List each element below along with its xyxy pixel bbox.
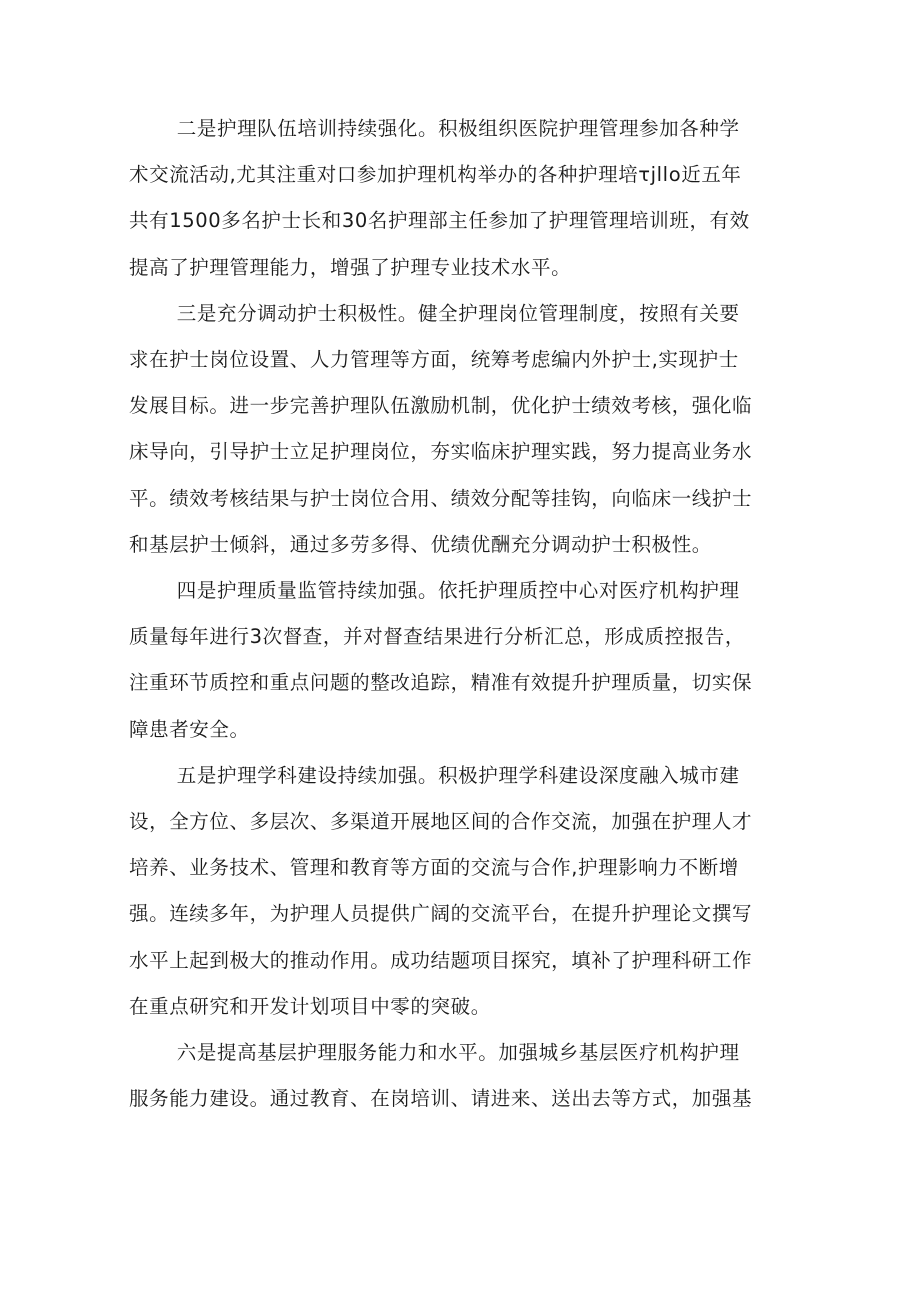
text-line: 六是提高基层护理服务能力和水平。加强城乡基层医疗机构护理 bbox=[176, 1041, 740, 1065]
text-line: 五是护理学科建设持续加强。积极护理学科建设深度融入城市建 bbox=[176, 763, 740, 787]
paragraph-6-grassroots bbox=[129, 1030, 799, 1122]
text-line: 质量每年进行3次督查，并对督查结果进行分析汇总，形成质控报告， bbox=[129, 625, 746, 649]
text-line: 服务能力建设。通过教育、在岗培训、请进来、送出去等方式，加强基 bbox=[129, 1087, 753, 1111]
text-line: 强。连续多年，为护理人员提供广阔的交流平台，在提升护理论文撰写 bbox=[129, 902, 753, 926]
text-line: 二是护理队伍培训持续强化。积极组织医院护理管理参加各种学 bbox=[176, 117, 740, 140]
text-line: 床导向，引导护士立足护理岗位，夯实临床护理实践，努力提高业务水 bbox=[129, 440, 753, 464]
text-line: 求在护士岗位设置、人力管理等方面，统筹考虑编内外护士,实现护士 bbox=[129, 348, 739, 372]
text-line: 设，全方位、多层次、多渠道开展地区间的合作交流，加强在护理人才 bbox=[129, 810, 753, 834]
paragraph-2-training bbox=[129, 106, 799, 291]
paragraph-5-discipline bbox=[129, 753, 799, 1030]
paragraph-3-motivation bbox=[129, 291, 799, 568]
text-line: 注重环节质控和重点问题的整改追踪，精准有效提升护理质量，切实保 bbox=[129, 671, 753, 695]
text-line: 和基层护士倾斜，通过多劳多得、优绩优酬充分调动护士积极性。 bbox=[129, 532, 712, 556]
text-line: 培养、业务技术、管理和教育等方面的交流与合作,护理影响力不断增 bbox=[129, 856, 739, 880]
text-line: 在重点研究和开发计划项目中零的突破。 bbox=[129, 994, 491, 1018]
text-line: 三是充分调动护士积极性。健全护理岗位管理制度，按照有关要 bbox=[176, 301, 740, 325]
text-line: 水平上起到极大的推动作用。成功结题项目探究，填补了护理科研工作 bbox=[129, 948, 753, 972]
document-body bbox=[129, 106, 799, 1122]
paragraph-4-quality bbox=[129, 568, 799, 753]
text-line: 共有1500多名护士长和30名护理部主任参加了护理管理培训班，有效 bbox=[129, 209, 750, 233]
text-line: 提高了护理管理能力，增强了护理专业技术水平。 bbox=[129, 255, 572, 279]
text-line: 平。绩效考核结果与护士岗位合用、绩效分配等挂钩，向临床一线护士 bbox=[129, 486, 753, 510]
text-line: 障患者安全。 bbox=[129, 717, 250, 741]
text-line: 四是护理质量监管持续加强。依托护理质控中心对医疗机构护理 bbox=[176, 579, 740, 603]
text-line: 术交流活动,尤其注重对口参加护理机构举办的各种护理培τjllo近五年 bbox=[129, 163, 742, 187]
text-line: 发展目标。进一步完善护理队伍激励机制，优化护士绩效考核，强化临 bbox=[129, 394, 753, 418]
